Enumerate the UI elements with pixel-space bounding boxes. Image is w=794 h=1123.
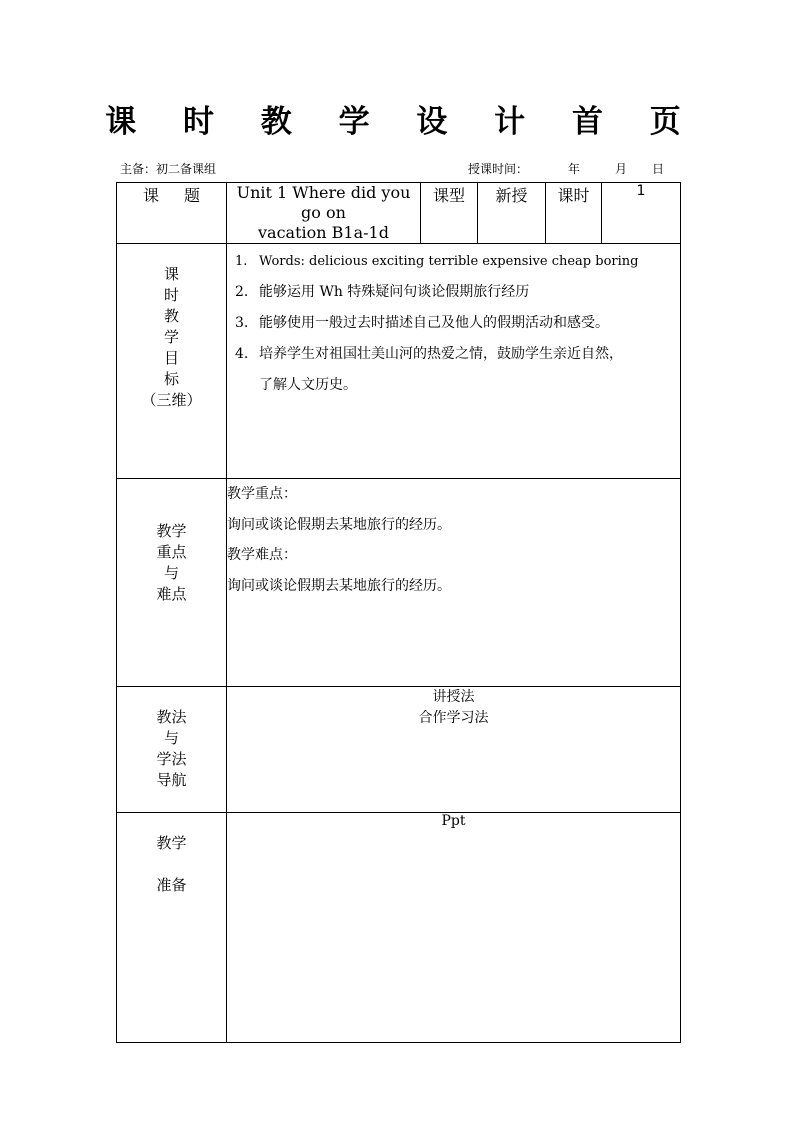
goals-label [117, 244, 227, 479]
type-value: 新授 [478, 183, 546, 244]
preparer-label: 主备：初二备课组 [120, 162, 217, 176]
prep-label-line: 准备 [156, 876, 187, 894]
focus-heading: 教学重点： [227, 486, 297, 502]
method-content [227, 687, 681, 813]
method-row [117, 687, 681, 813]
goal-number: 1. [235, 254, 248, 269]
goals-label-line: 学 [163, 328, 179, 346]
page-title: 课 时 教 学 设 计 首 页 [105, 104, 699, 140]
teach-time-row [468, 160, 664, 177]
focus-row [117, 479, 681, 687]
goals-label-line: 时 [163, 286, 179, 304]
focus-label-line: 教学 [156, 522, 187, 540]
goal-item [235, 339, 672, 401]
topic-row [117, 183, 681, 244]
difficulty-text: 询问或谈论假期去某地旅行的经历。 [227, 577, 451, 594]
goals-label-line: 课 [163, 265, 179, 283]
prep-row [117, 813, 681, 1043]
goal-text: 能够运用 Wh 特殊疑问句谈论假期旅行经历 [259, 284, 530, 300]
focus-label-line: 重点 [156, 543, 187, 561]
goal-text: 能够使用一般过去时描述自己及他人的假期活动和感受。 [259, 315, 609, 331]
goals-list [227, 244, 680, 401]
focus-label-line: 与 [163, 564, 179, 582]
lesson-plan-table [116, 182, 681, 1043]
year-label: 年 [568, 162, 581, 176]
goal-text: Words: delicious exciting terrible expensive cheap boring [259, 254, 639, 269]
method-label-line: 教法 [156, 708, 187, 726]
goal-number: 3. [235, 315, 249, 331]
prep-value: Ppt [441, 813, 466, 829]
goal-number: 4. [235, 346, 249, 362]
method-label-line: 与 [163, 729, 179, 747]
teach-time-label: 授课时间： [468, 162, 529, 176]
goal-number: 2. [235, 284, 249, 300]
goals-label-line: 目 [163, 349, 179, 367]
prep-content [227, 813, 681, 1043]
goal-text: 培养学生对祖国壮美山河的热爱之情，鼓励学生亲近自然， [259, 346, 623, 362]
method-label-line: 学法 [156, 750, 187, 768]
goal-item [235, 308, 672, 339]
method-label [117, 687, 227, 813]
topic-label: 课 题 [117, 183, 227, 244]
prep-label-line: 教学 [156, 834, 187, 852]
prep-label-spacer [117, 854, 226, 875]
goals-content [227, 244, 681, 479]
goals-label-line: 标 [163, 370, 179, 388]
month-label: 月 [615, 162, 628, 176]
unit-title-line1: Unit 1 Where did you go on [236, 183, 411, 222]
period-label: 课时 [546, 183, 602, 244]
type-label: 课型 [421, 183, 478, 244]
period-value: 1 [602, 183, 681, 244]
prep-label [117, 813, 227, 1043]
focus-label [117, 479, 227, 687]
goal-item [235, 252, 672, 272]
goal-text-wrap [259, 339, 672, 401]
difficulty-heading: 教学难点： [227, 547, 297, 563]
unit-title [227, 183, 421, 244]
goal-item [235, 277, 672, 308]
focus-text: 询问或谈论假期去某地旅行的经历。 [227, 516, 451, 533]
day-label: 日 [652, 162, 665, 176]
goals-label-line: （三维） [141, 391, 202, 409]
unit-title-line2: vacation B1a-1d [258, 223, 389, 242]
goal-text-continued: 了解人文历史。 [259, 377, 357, 393]
focus-content [227, 479, 681, 687]
method-item: 合作学习法 [418, 710, 489, 726]
method-item: 讲授法 [432, 689, 475, 705]
method-label-line: 导航 [156, 771, 187, 789]
goals-label-line: 教 [163, 307, 179, 325]
focus-label-line: 难点 [156, 585, 187, 603]
goals-row [117, 244, 681, 479]
